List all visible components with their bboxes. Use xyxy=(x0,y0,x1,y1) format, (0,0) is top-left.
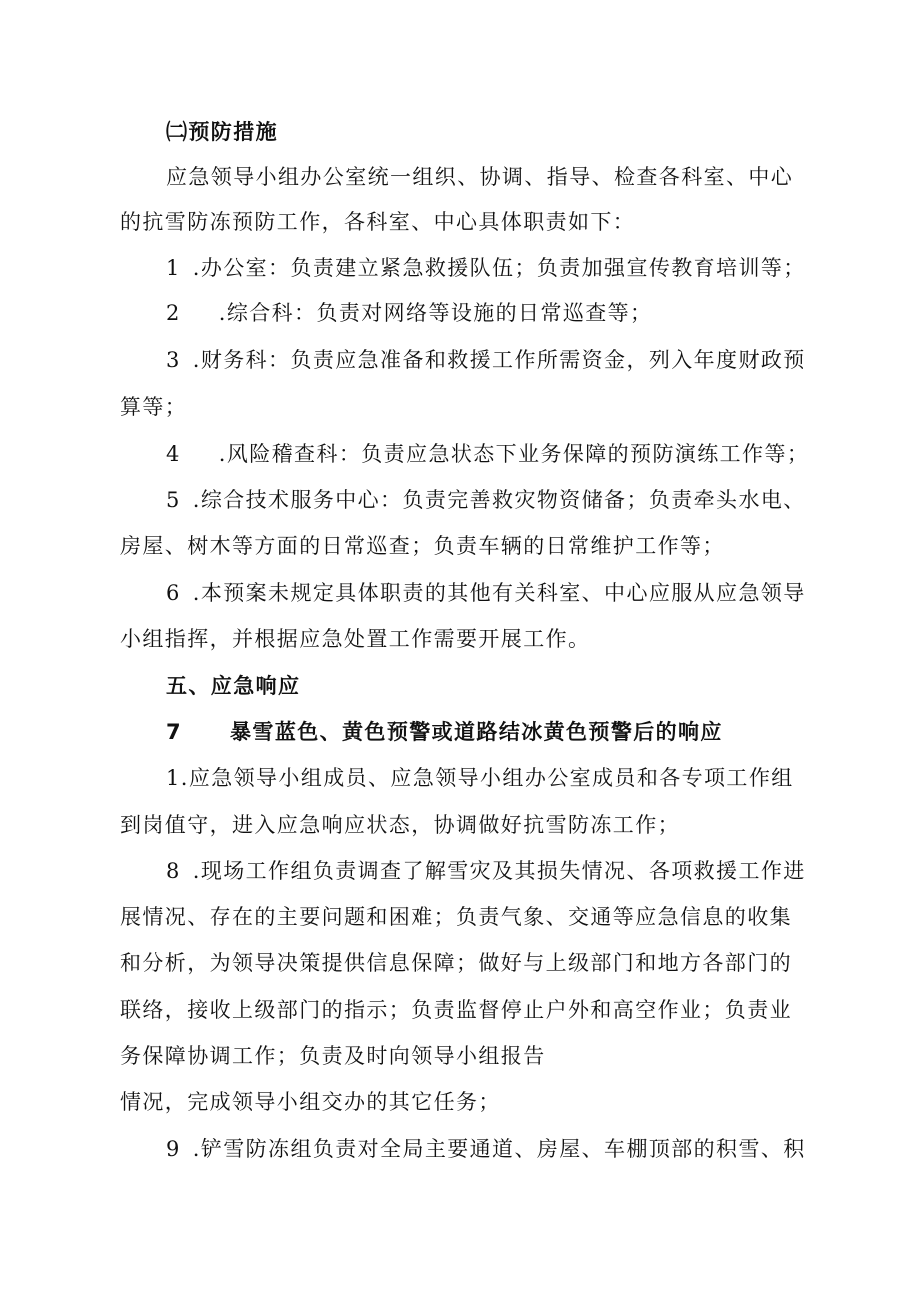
subsection-heading xyxy=(166,717,826,747)
item-5 xyxy=(166,485,826,515)
para-8-line-4: 联络，接收上级部门的指示；负责监督停止户外和高空作业；负责业 xyxy=(120,998,792,1022)
item-4-number: 4 xyxy=(166,442,181,466)
para-8-line-6: 情况，完成领导小组交办的其它任务； xyxy=(120,1090,501,1114)
section-heading-prevention: ㈡预防措施 xyxy=(166,120,278,144)
para-8-line-1 xyxy=(166,856,826,886)
item-2-number: 2 xyxy=(166,301,181,325)
item-1-text: .办公室：负责建立紧急救援队伍；负责加强宣传教育培训等； xyxy=(192,256,806,280)
item-4-text: .风险稽查科：负责应急状态下业务保障的预防演练工作等； xyxy=(218,442,810,466)
para-9-line-1 xyxy=(166,1134,826,1164)
item-4 xyxy=(166,439,826,469)
para-9-text: .铲雪防冻组负责对全局主要通道、房屋、车棚顶部的积雪、积 xyxy=(192,1137,806,1161)
item-3 xyxy=(166,345,826,375)
para-1-line-1: 1.应急领导小组成员、应急领导小组办公室成员和各专项工作组 xyxy=(166,766,794,790)
item-2 xyxy=(166,298,826,328)
item-6-number: 6 xyxy=(166,581,181,605)
para-9-number: 9 xyxy=(166,1137,181,1161)
subsection-number: 7 xyxy=(166,720,183,744)
para-8-line-2: 展情况、存在的主要问题和困难；负责气象、交通等应急信息的收集 xyxy=(120,905,792,929)
para-8-line-3: 和分析，为领导决策提供信息保障；做好与上级部门和地方各部门的 xyxy=(120,951,792,975)
section-heading-emergency-response: 五、应急响应 xyxy=(166,674,301,698)
item-6 xyxy=(166,578,826,608)
para-8-number: 8 xyxy=(166,859,181,883)
item-6-continuation: 小组指挥，并根据应急处置工作需要开展工作。 xyxy=(120,627,591,651)
intro-line-1: 应急领导小组办公室统一组织、协调、指导、检查各科室、中心 xyxy=(166,165,794,189)
intro-line-2: 的抗雪防冻预防工作，各科室、中心具体职责如下： xyxy=(120,210,636,234)
item-1-number: 1 xyxy=(166,256,181,280)
item-1 xyxy=(166,253,826,283)
subsection-title: 暴雪蓝色、黄色预警或道路结冰黄色预警后的响应 xyxy=(230,720,723,744)
item-3-text: .财务科：负责应急准备和救援工作所需资金，列入年度财政预 xyxy=(192,348,806,372)
para-8-line-5: 务保障协调工作；负责及时向领导小组报告 xyxy=(120,1044,546,1068)
item-3-number: 3 xyxy=(166,348,181,372)
item-5-number: 5 xyxy=(166,488,181,512)
para-8-text: .现场工作组负责调查了解雪灾及其损失情况、各项救援工作进 xyxy=(192,859,806,883)
item-2-text: .综合科：负责对网络等设施的日常巡查等； xyxy=(218,301,653,325)
item-5-text: .综合技术服务中心：负责完善救灾物资储备；负责牵头水电、 xyxy=(192,488,806,512)
para-1-line-2: 到岗值守，进入应急响应状态，协调做好抗雪防冻工作； xyxy=(120,813,680,837)
item-6-text: .本预案未规定具体职责的其他有关科室、中心应服从应急领导 xyxy=(192,581,806,605)
item-5-continuation: 房屋、树木等方面的日常巡查；负责车辆的日常维护工作等； xyxy=(120,534,725,558)
item-3-continuation: 算等； xyxy=(120,395,188,419)
